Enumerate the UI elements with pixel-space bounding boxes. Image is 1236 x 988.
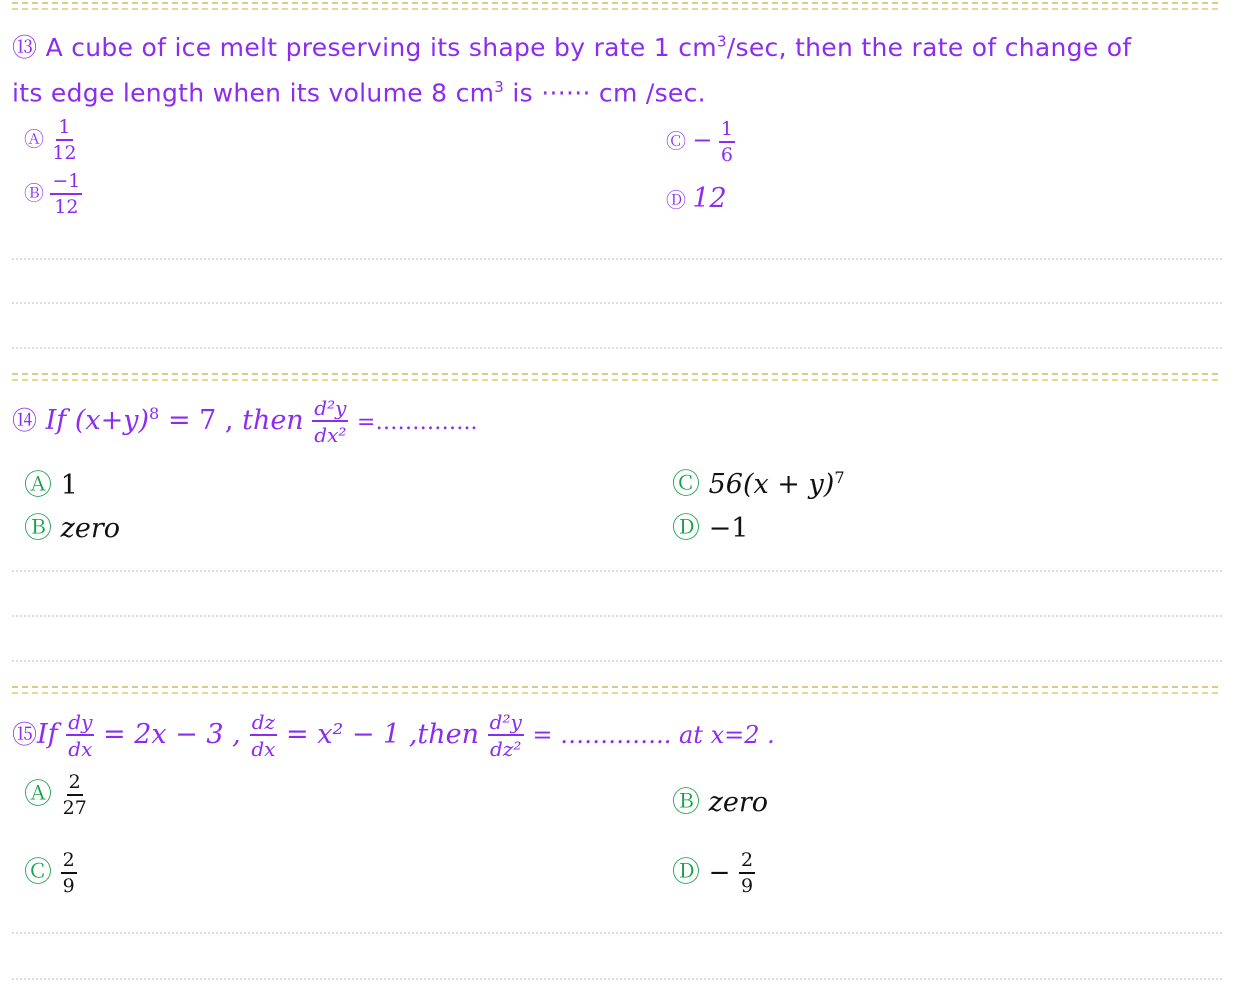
q15-option-c[interactable] bbox=[24, 850, 77, 896]
answer-line bbox=[12, 570, 1222, 572]
fraction: $\frac{2}{9}$ bbox=[741, 849, 754, 897]
fraction: $\frac{1}{6}$ bbox=[720, 118, 733, 166]
option-letter: Ⓑ bbox=[672, 785, 701, 818]
q14-fraction: $\frac{\text{d²y}}{\text{dx²}}$ bbox=[314, 396, 347, 447]
option-letter: Ⓐ bbox=[24, 127, 44, 151]
option-letter: Ⓑ bbox=[24, 181, 44, 205]
q13-option-c[interactable]: Ⓒ − $\frac{1}{6}$ bbox=[666, 118, 733, 166]
q14-option-b[interactable]: Ⓑ zero bbox=[24, 511, 120, 544]
section-divider bbox=[12, 686, 1218, 694]
q15-option-a[interactable] bbox=[24, 772, 89, 818]
fraction: $\frac{2}{9}$ bbox=[62, 849, 75, 897]
q13-number: ⑬ bbox=[12, 33, 38, 62]
q13-text-d: is ······ cm /sec. bbox=[504, 78, 706, 108]
q13-sup2: 3 bbox=[494, 78, 505, 96]
fraction: $\frac{-1}{12}$ bbox=[52, 170, 81, 218]
q14-number: ⑭ bbox=[12, 406, 38, 435]
q13-option-d[interactable]: Ⓓ 12 bbox=[666, 183, 727, 214]
fraction: $\frac{1}{12}$ bbox=[52, 116, 77, 164]
option-letter: Ⓓ bbox=[672, 511, 701, 544]
answer-line bbox=[12, 932, 1222, 934]
q14-option-c[interactable]: Ⓒ $56(x + y)^7$ bbox=[672, 467, 845, 500]
q14-stem: ⑭ If $(x+y)^8 = 7$ , then $\frac{\text{d²y}}{\text{dx²}}$ =………….. bbox=[12, 396, 478, 447]
q13-stem-line2 bbox=[12, 78, 706, 107]
q13-sup: 3 bbox=[716, 32, 727, 51]
q15-fraction-d2ydz2: $\frac{\text{d²y}}{\text{dz²}}$ bbox=[489, 710, 522, 761]
q15-number: ⑮ bbox=[12, 720, 38, 749]
answer-line bbox=[12, 978, 1222, 980]
option-letter: Ⓒ bbox=[672, 467, 701, 500]
q13-option-a[interactable] bbox=[24, 118, 79, 163]
q13-text-a: A cube of ice melt preserving its shape by rate 1 cm bbox=[45, 33, 717, 62]
option-letter: Ⓓ bbox=[672, 855, 701, 888]
q14-option-d[interactable]: Ⓓ −1 bbox=[672, 511, 749, 544]
answer-line bbox=[12, 347, 1222, 349]
q13-option-b[interactable] bbox=[24, 172, 82, 217]
q15-option-d[interactable]: Ⓓ − $\frac{2}{9}$ bbox=[672, 849, 754, 897]
fraction: $\frac{2}{27}$ bbox=[62, 771, 87, 819]
q15-fraction-dzdx: $\frac{dz}{dx}$ bbox=[251, 710, 276, 761]
option-letter: Ⓒ bbox=[24, 855, 53, 888]
option-letter: Ⓐ bbox=[24, 777, 53, 810]
q14-expr: (x+y) bbox=[74, 405, 150, 436]
q14-option-a[interactable]: Ⓐ 1 bbox=[24, 468, 78, 501]
answer-line bbox=[12, 660, 1222, 662]
option-letter: Ⓑ bbox=[24, 511, 53, 544]
option-letter: Ⓐ bbox=[24, 468, 53, 501]
option-letter: Ⓒ bbox=[666, 129, 686, 153]
q13-text-c: its edge length when its volume 8 cm bbox=[12, 78, 495, 108]
top-divider bbox=[12, 2, 1218, 10]
q15-fraction-dydx: $\frac{dy}{dx}$ bbox=[68, 710, 93, 761]
q15-stem: ⑮If $\frac{dy}{dx}$ = 2x − 3 , $\frac{dz}{dx}$ = x² − 1 ,then $\frac{\text{d²y}}{\text{dz²}}$ = ………….. at x=2 . bbox=[12, 710, 775, 761]
q13-stem-line1 bbox=[12, 28, 1131, 64]
option-letter: Ⓓ bbox=[666, 188, 686, 212]
answer-line bbox=[12, 302, 1222, 304]
q15-option-b[interactable]: Ⓑ zero bbox=[672, 785, 768, 818]
q13-text-b: /sec, then the rate of change of bbox=[726, 33, 1132, 62]
answer-line bbox=[12, 615, 1222, 617]
section-divider bbox=[12, 373, 1218, 381]
answer-line bbox=[12, 258, 1222, 260]
